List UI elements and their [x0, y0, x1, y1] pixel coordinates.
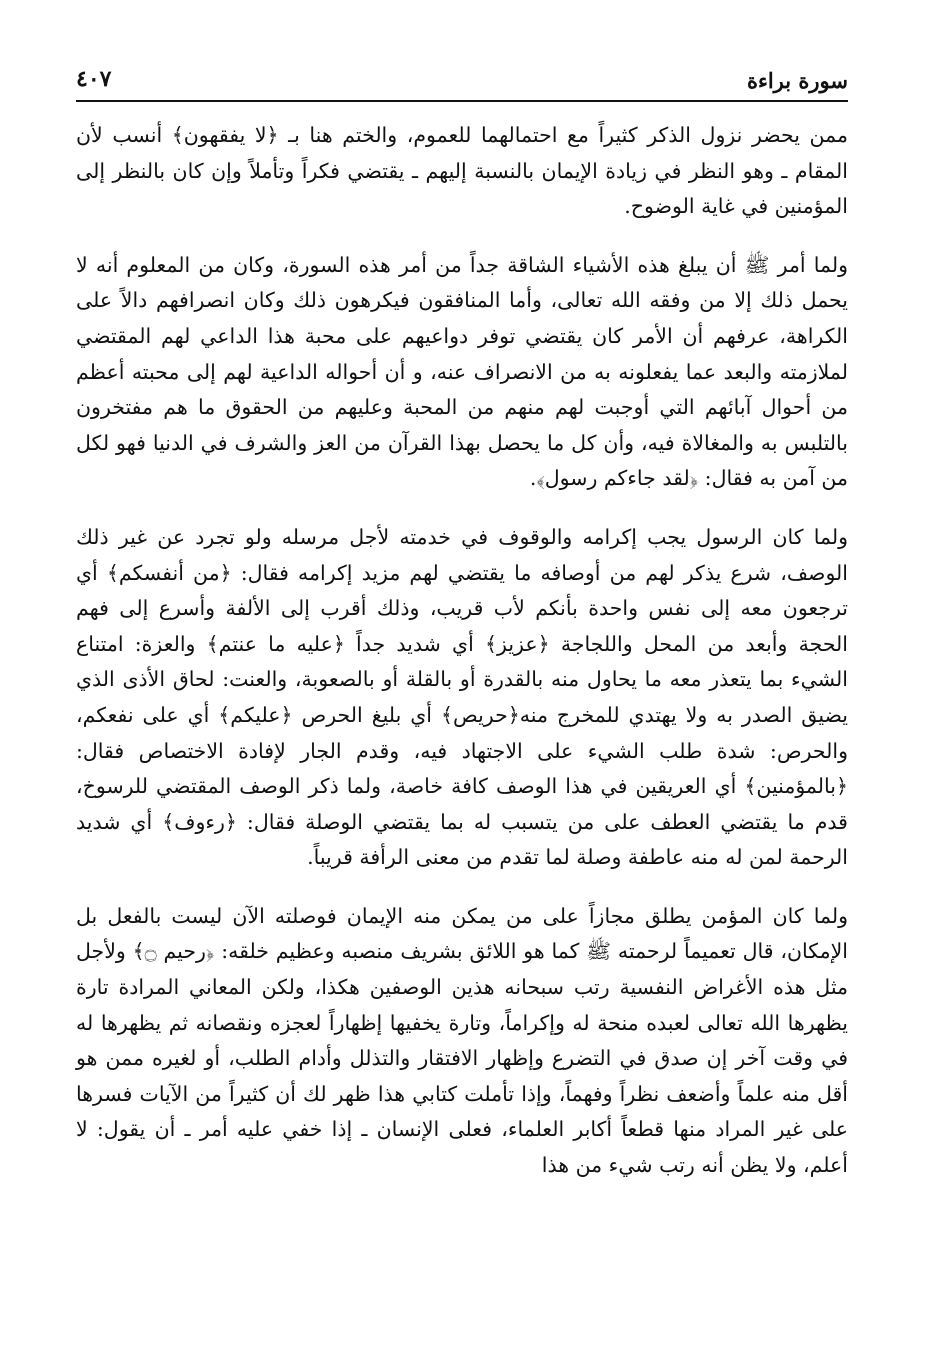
paragraph: ولما كان الرسول يجب إكرامه والوقوف في خدمته لأجل مرسله ولو تجرد عن غير ذلك الوصف، شرع يذكر لهم من أوصافه ما يقتضي لهم مزيد إكرامه فقال: ﴿من أنفسكم﴾ أي ترجعون معه إلى نفس واحدة بأنكم لأب قريب، وذلك أقرب إلى الألفة وأسرع إلى فهم الحجة وأبعد من المحل واللجاجة ﴿عزيز﴾ أي شديد جداً ﴿عليه ما عنتم﴾ والعزة: امتناع الشيء بما يتعذر معه ما يحاول منه بالقدرة أو بالقلة أو بالصعوبة، والعنت: لحاق الأذى الذي يضيق الصدر به ولا يهتدي للمخرج منه﴿حريص﴾ أي بليغ الحرص ﴿عليكم﴾ أي على نفعكم، والحرص: شدة طلب الشيء على الاجتهاد فيه، وقدم الجار لإفادة الاختصاص فقال: ﴿بالمؤمنين﴾ أي العريقين في هذا الوصف كافة خاصة، ولما ذكر الوصف المقتضي للرسوخ، قدم ما يقتضي العطف على من يتسبب له بما يقتضي الوصلة فقال: ﴿رءوف﴾ أي شديد الرحمة لمن له منه عاطفة وصلة لما تقدم من معنى الرأفة قريباً.: [76, 524, 848, 870]
paragraph: ولما أمر ﷺ أن يبلغ هذه الأشياء الشاقة جداً من أمر هذه السورة، وكان من المعلوم أنه لا يحمل ذلك إلا من وفقه الله تعالى، وأما المنافقون فيكرهون ذلك وكان انصرافهم دالاً على الكراهة، عرفهم أن الأمر كان يقتضي توفر دواعيهم على محبة هذا الداعي لهم المقتضي لملازمته والبعد عما يفعلونه به من الانصراف عنه، و أن أحواله الداعية لهم إلى محبته أعظم من أحوال آبائهم التي أوجبت لهم منهم من المحبة وعليهم من الحقوق ما هم مفتخرون بالتلبس به والمغالاة فيه، وأن كل ما يحصل بهذا القرآن من العز والشرف في الدنيا فهو لكل من آمن به فقال: ﴿لقد جاءكم رسول﴾.: [76, 252, 848, 491]
paragraph: ممن يحضر نزول الذكر كثيراً مع احتمالهما للعموم، والختم هنا بـ ﴿لا يفقهون﴾ أنسب لأن المقام ـ وهو النظر في زيادة الإيمان بالنسبة إليهم ـ يقتضي فكراً وتأملاً وإن كان بالنظر إلى المؤمنين في غاية الوضوح.: [76, 123, 848, 219]
paragraph: ولما كان المؤمن يطلق مجازاً على من يمكن منه الإيمان فوصلته الآن ليست بالفعل بل الإمكان، قال تعميماً لرحمته ﷺ كما هو اللائق بشريف منصبه وعظيم خلقه: ﴿رحيم ۝﴾ ولأجل مثل هذه الأغراض النفسية رتب سبحانه هذين الوصفين هكذا، ولكن المعاني المرادة تارة يظهرها الله تعالى لعبده منحة له وإكراماً، وتارة يخفيها إظهاراً لعجزه ونقصانه ثم يظهرها له في وقت آخر إن صدق في التضرع وإظهار الافتقار والتذلل وأدام الطلب، أو لغيره ممن هو أقل منه علماً وأضعف نظراً وفهماً، وإذا تأملت كتابي هذا ظهر لك أن كثيراً من الآيات فسرها على غير المراد منها قطعاً أكابر العلماء، فعلى الإنسان ـ إذا خفي عليه أمر ـ أن يقول: لا أعلم، ولا يظن أنه رتب شيء من هذا: [76, 903, 848, 1178]
page-number: ٤٠٧: [76, 66, 112, 92]
surah-name: سورة براءة: [746, 68, 848, 93]
body-text: [76, 118, 848, 1184]
running-head: [76, 64, 848, 102]
